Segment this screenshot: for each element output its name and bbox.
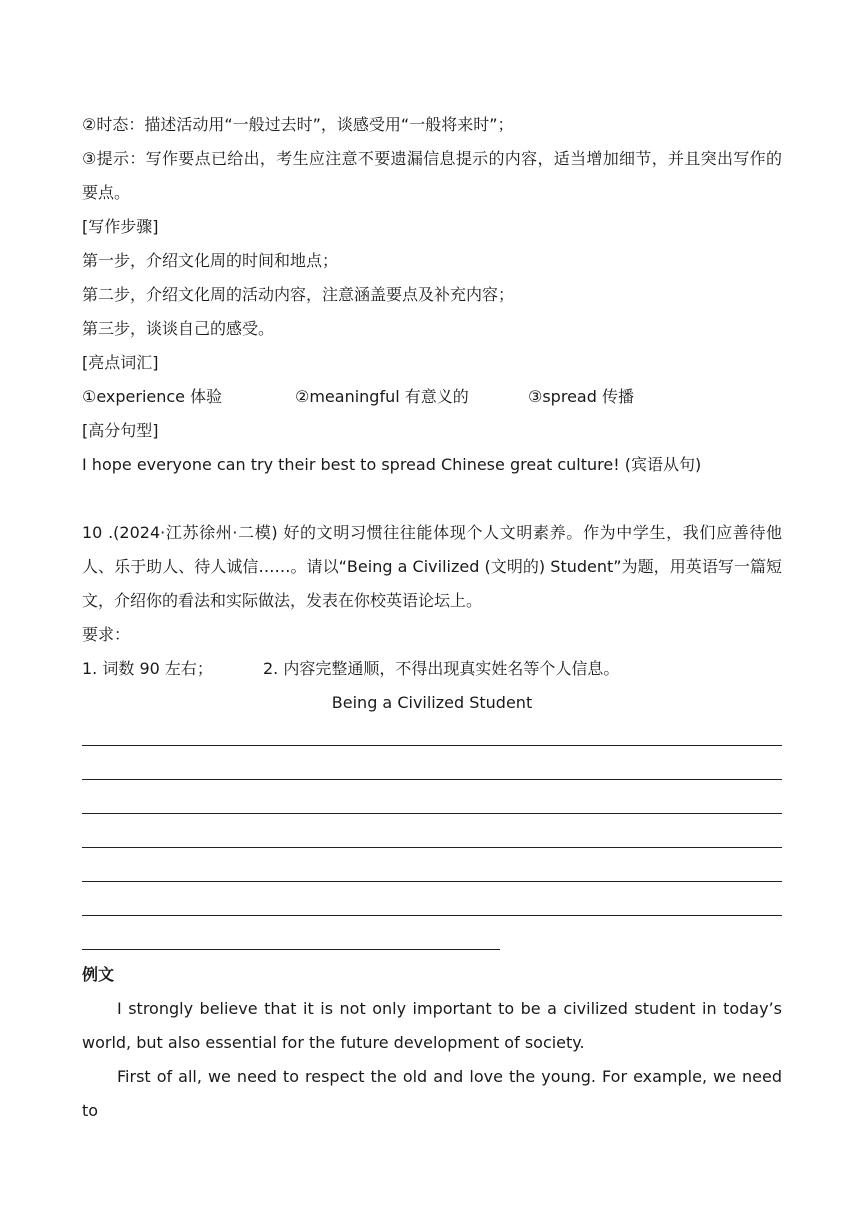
sentence-heading: [高分句型] (82, 421, 159, 440)
answer-line[interactable] (82, 822, 782, 856)
requirements-list (82, 652, 782, 686)
essay-title: Being a Civilized Student (331, 693, 533, 712)
hint-tip: ③提示：写作要点已给出，考生应注意不要遗漏信息提示的内容，适当增加细节，并且突出写作的要点。 (82, 149, 782, 202)
steps-heading: [写作步骤] (82, 217, 159, 236)
answer-line[interactable] (82, 754, 782, 788)
sample-paragraph: First of all, we need to respect the old and love the young. For example, we need to (82, 1067, 782, 1120)
answer-line[interactable] (82, 788, 782, 822)
vocabulary-item: ①experience 体验 (82, 387, 223, 406)
sample-paragraph: I strongly believe that it is not only important to be a civilized student in today’s world, but also essential for the future development of society. (82, 999, 782, 1052)
requirements-label: 要求： (82, 625, 131, 644)
step-item: 第一步，介绍文化周的时间和地点； (82, 251, 339, 270)
step-item: 第三步，谈谈自己的感受。 (82, 319, 275, 338)
question-prompt: 10 .(2024·江苏徐州·二模) 好的文明习惯往往能体现个人文明素养。作为中学生，我们应善待他人、乐于助人、待人诚信……。请以“Being a Civilized (文明的) Student”为题，用英语写一篇短文，介绍你的看法和实际做法，发表在你校英语论坛上。 (82, 523, 782, 610)
vocabulary-heading: [亮点词汇] (82, 353, 159, 372)
step-item: 第二步，介绍文化周的活动内容，注意涵盖要点及补充内容； (82, 285, 515, 304)
answer-line[interactable] (82, 924, 782, 958)
sentence-example: I hope everyone can try their best to spread Chinese great culture! (宾语从句) (82, 455, 702, 474)
requirement-item: 2. 内容完整通顺，不得出现真实姓名等个人信息。 (263, 659, 620, 678)
answer-line[interactable] (82, 720, 782, 754)
vocabulary-item: ②meaningful 有意义的 (295, 387, 469, 406)
document-content (82, 108, 782, 1128)
vocabulary-item: ③spread 传播 (528, 387, 634, 406)
sample-heading: 例文 (82, 965, 115, 984)
spacer (82, 482, 782, 516)
vocabulary-list (82, 380, 782, 414)
requirement-item: 1. 词数 90 左右； (82, 659, 213, 678)
answer-line[interactable] (82, 890, 782, 924)
tense-tip: ②时态：描述活动用“一般过去时”，谈感受用“一般将来时”； (82, 115, 514, 134)
answer-line[interactable] (82, 856, 782, 890)
